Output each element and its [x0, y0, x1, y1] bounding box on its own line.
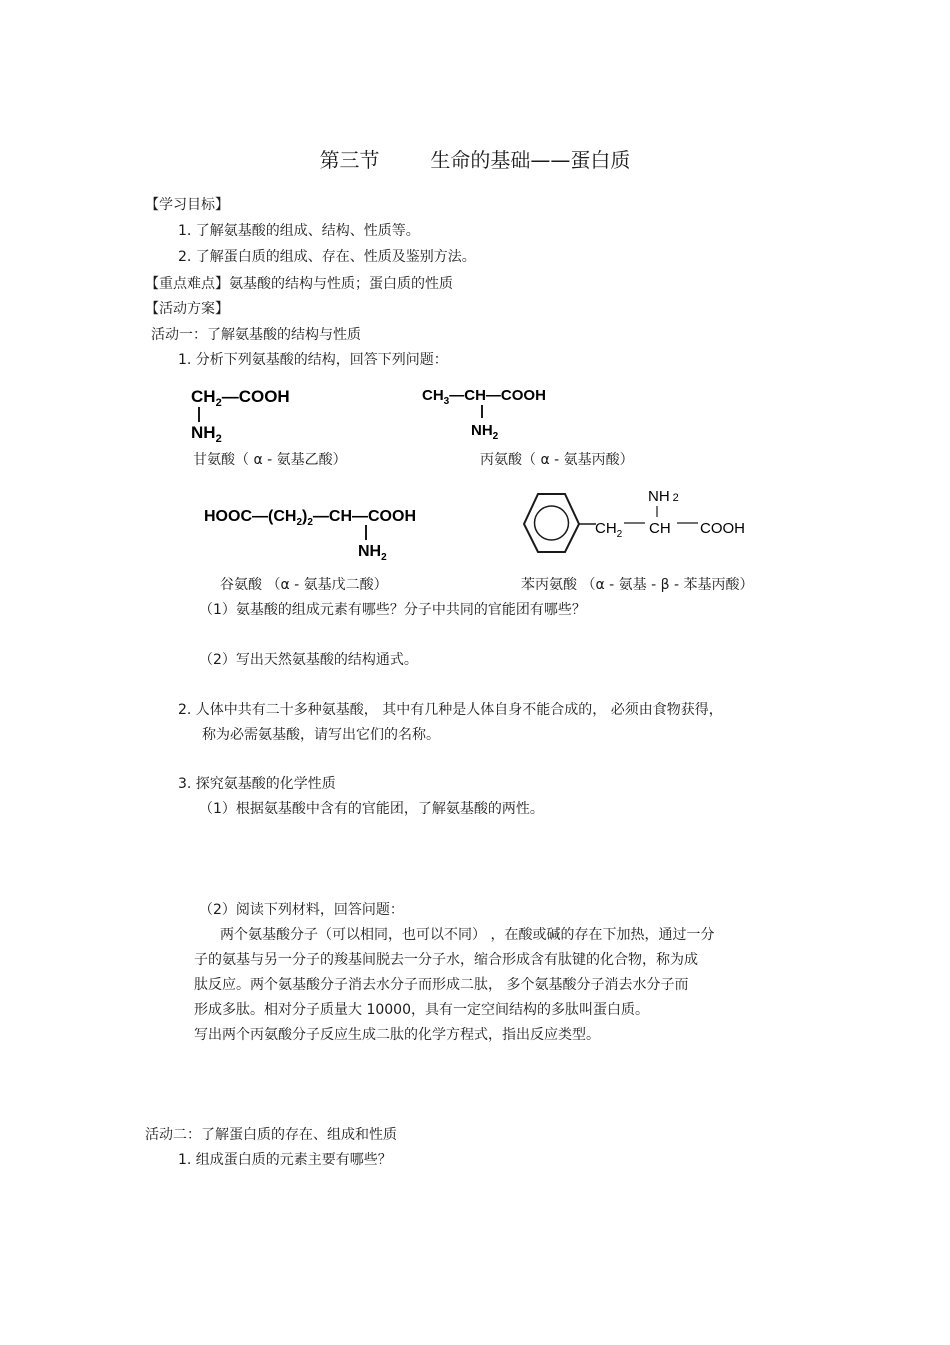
alanine-structure	[418, 380, 578, 446]
benzene-ring	[524, 494, 579, 552]
objective-item-2: 2. 了解蛋白质的组成、存在、性质及鉴别方法。	[178, 249, 476, 265]
glycine-ch-sub: 2	[215, 397, 222, 409]
objectives-heading: 【学习目标】	[145, 197, 229, 213]
activity2-heading: 活动二：了解蛋白质的存在、组成和性质	[145, 1127, 397, 1143]
glycine-structure	[185, 380, 345, 446]
glutamic-nh: NH	[358, 543, 382, 560]
alanine-nh: NH	[471, 422, 493, 439]
key-points: 【重点难点】氨基酸的结构与性质；蛋白质的性质	[145, 276, 453, 292]
svg-text:HOOC—(CH2)2—CH—COOH	[204, 508, 416, 528]
glycine-nh: NH	[191, 423, 216, 442]
glutamic-acid-label: 谷氨酸 （α - 氨基戊二酸）	[220, 577, 388, 593]
page-title: 第三节 生命的基础——蛋白质	[319, 148, 631, 172]
svg-text:NH2	[471, 422, 499, 442]
glutamic-sub-b: 2	[307, 517, 313, 528]
benzene-inner-circle	[535, 506, 569, 540]
glycine-label: 甘氨酸（ α - 氨基乙酸）	[193, 452, 347, 468]
svg-text:NH2	[191, 423, 222, 445]
subquestion-2: （2）写出天然氨基酸的结构通式。	[199, 652, 418, 668]
phenylalanine-structure	[500, 480, 770, 560]
glutamic-acid-structure	[200, 500, 475, 566]
reading-line-2: 子的氨基与另一分子的羧基间脱去一分子水，缩合形成含有肽键的化合物，称为成	[194, 952, 698, 968]
reading-line-4: 形成多肽。相对分子质量大 10000，具有一定空间结构的多肽叫蛋白质。	[194, 1002, 649, 1018]
svg-text:CH3—CH—COOH	[422, 387, 546, 407]
activity1-question-3: 3. 探究氨基酸的化学性质	[178, 776, 336, 792]
activity2-question-1: 1. 组成蛋白质的元素主要有哪些？	[178, 1152, 392, 1168]
reading-line-3: 肽反应。两个氨基酸分子消去水分子而形成二肽， 多个氨基酸分子消去水分子而	[194, 977, 689, 993]
phenylalanine-label: 苯丙氨酸 （α - 氨基 - β - 苯基丙酸）	[521, 577, 754, 593]
alanine-nh-sub: 2	[492, 431, 499, 442]
activity1-heading: 活动一：了解氨基酸的结构与性质	[151, 327, 361, 343]
svg-text:NH2	[358, 543, 387, 563]
glycine-nh-sub: 2	[215, 433, 222, 445]
phenyl-ch2-sub: 2	[616, 529, 623, 540]
glutamic-part-c: —CH—COOH	[312, 508, 416, 525]
plan-heading: 【活动方案】	[145, 301, 229, 317]
objective-item-1: 1. 了解氨基酸的组成、结构、性质等。	[178, 223, 420, 239]
alanine-ch3-sub: 3	[443, 396, 450, 407]
activity1-question-2-line2: 称为必需氨基酸，请写出它们的名称。	[202, 727, 440, 743]
alanine-ch3: CH	[422, 387, 444, 404]
glutamic-part-b: )	[302, 508, 308, 525]
activity1-question-1: 1. 分析下列氨基酸的结构，回答下列问题：	[178, 352, 448, 368]
glycine-cooh: —COOH	[221, 387, 290, 406]
phenyl-cooh: COOH	[700, 520, 745, 537]
subquestion-1: （1）氨基酸的组成元素有哪些？分子中共同的官能团有哪些？	[199, 602, 586, 618]
reading-line-1: 两个氨基酸分子（可以相同，也可以不同） ，在酸或碱的存在下加热，通过一分	[220, 927, 715, 943]
phenyl-ch: CH	[649, 520, 671, 537]
activity1-question-2-line1: 2. 人体中共有二十多种氨基酸， 其中有几种是人体自身不能合成的， 必须由食物获得，	[178, 702, 723, 718]
glutamic-part-a: HOOC—(CH	[204, 508, 297, 525]
question-3-sub-1: （1）根据氨基酸中含有的官能团，了解氨基酸的两性。	[199, 801, 544, 817]
svg-text:NH2	[648, 488, 679, 505]
phenyl-nh-sub: 2	[672, 492, 679, 504]
alanine-backbone: —CH—COOH	[449, 387, 546, 404]
phenyl-ch2: CH	[595, 520, 617, 537]
svg-text:CH2	[595, 520, 623, 540]
phenyl-nh: NH	[648, 488, 670, 505]
svg-text:CH2—COOH	[191, 387, 290, 409]
glycine-ch: CH	[191, 387, 216, 406]
glutamic-sub-a: 2	[296, 517, 302, 528]
question-3-sub-2: （2）阅读下列材料，回答问题：	[199, 902, 404, 918]
glutamic-nh-sub: 2	[381, 552, 387, 563]
reading-line-5: 写出两个丙氨酸分子反应生成二肽的化学方程式，指出反应类型。	[194, 1027, 600, 1043]
alanine-label: 丙氨酸（ α - 氨基丙酸）	[480, 452, 634, 468]
